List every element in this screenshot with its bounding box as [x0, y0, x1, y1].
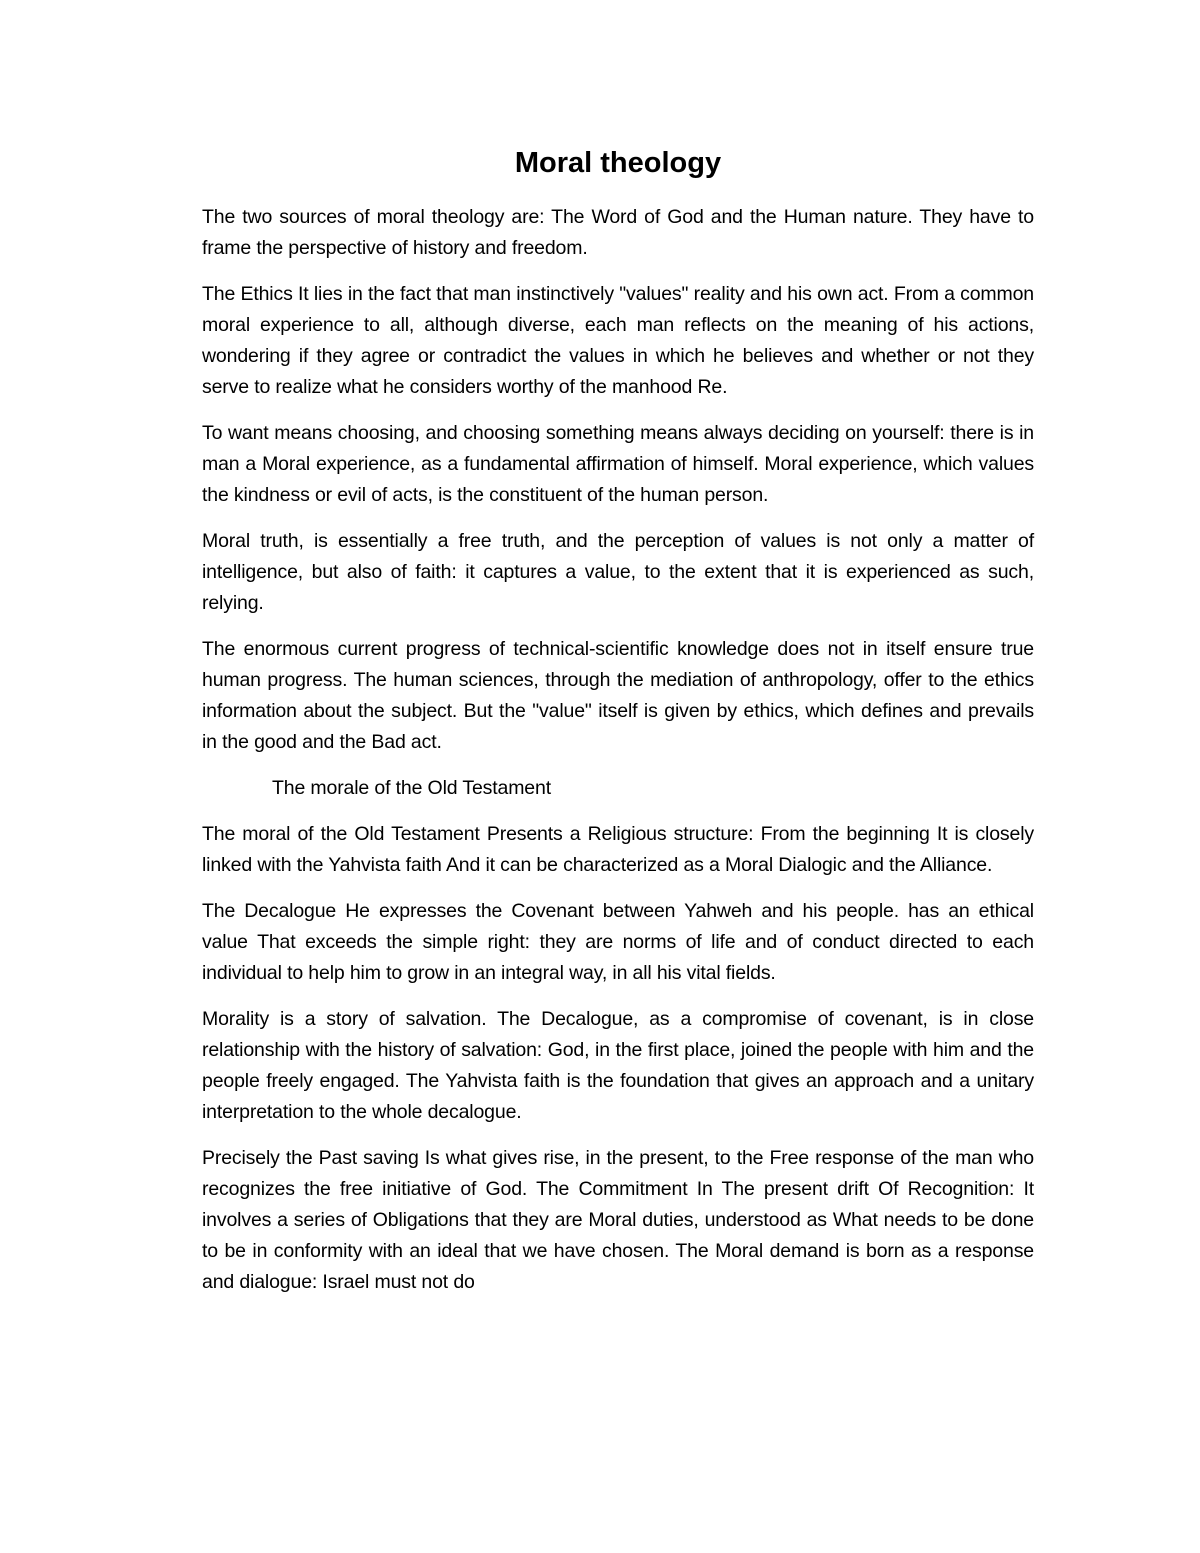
- paragraph-ethics: The Ethics It lies in the fact that man instinctively "values" reality and his own act. From a common moral experience to all, although diverse, each man reflects on the meaning of his actions, wondering if they agree or contradict the values in which he believes and whether or not they serve to realize what he considers worthy of the manhood Re.: [202, 283, 1034, 398]
- paragraph-salvation: Morality is a story of salvation. The Decalogue, as a compromise of covenant, is in close relationship with the history of salvation: God, in the first place, joined the people with him and the people freely engaged. The Yahvista faith is the foundation that gives an approach and a unitary interpretation to the whole decalogue.: [202, 1008, 1034, 1123]
- paragraph-decalogue: The Decalogue He expresses the Covenant between Yahweh and his people. has an ethical value That exceeds the simple right: they are norms of life and of conduct directed to each individual to help him to grow in an integral way, in all his vital fields.: [202, 900, 1034, 984]
- paragraph-old-testament-moral: The moral of the Old Testament Presents a Religious structure: From the beginning It is closely linked with the Yahvista faith And it can be characterized as a Moral Dialogic and the Alliance.: [202, 823, 1034, 876]
- paragraph-choosing: To want means choosing, and choosing something means always deciding on yourself: there is in man a Moral experience, as a fundamental affirmation of himself. Moral experience, which values the kindness or evil of acts, is the constituent of the human person.: [202, 422, 1034, 506]
- document-title: Moral theology: [514, 147, 722, 179]
- paragraph-past-saving: Precisely the Past saving Is what gives rise, in the present, to the Free response of the man who recognizes the free initiative of God. The Commitment In The present drift Of Recognition: It involves a series of Obligations that they are Moral duties, understood as What needs to be done to be in conformity with an ideal that we have chosen. The Moral demand is born as a response and dialogue: Israel must not do: [202, 1147, 1034, 1293]
- paragraph-sources: The two sources of moral theology are: The Word of God and the Human nature. They have to frame the perspective of history and freedom.: [202, 206, 1034, 259]
- paragraph-moral-truth: Moral truth, is essentially a free truth, and the perception of values is not only a matter of intelligence, but also of faith: it captures a value, to the extent that it is experienced as such, relying.: [202, 530, 1034, 614]
- paragraph-progress: The enormous current progress of technical-scientific knowledge does not in itself ensure true human progress. The human sciences, through the mediation of anthropology, offer to the ethics information about the subject. But the "value" itself is given by ethics, which defines and prevails in the good and the Bad act.: [202, 638, 1034, 753]
- section-heading-old-testament: The morale of the Old Testament: [272, 777, 551, 799]
- document-body: [202, 140, 1034, 1313]
